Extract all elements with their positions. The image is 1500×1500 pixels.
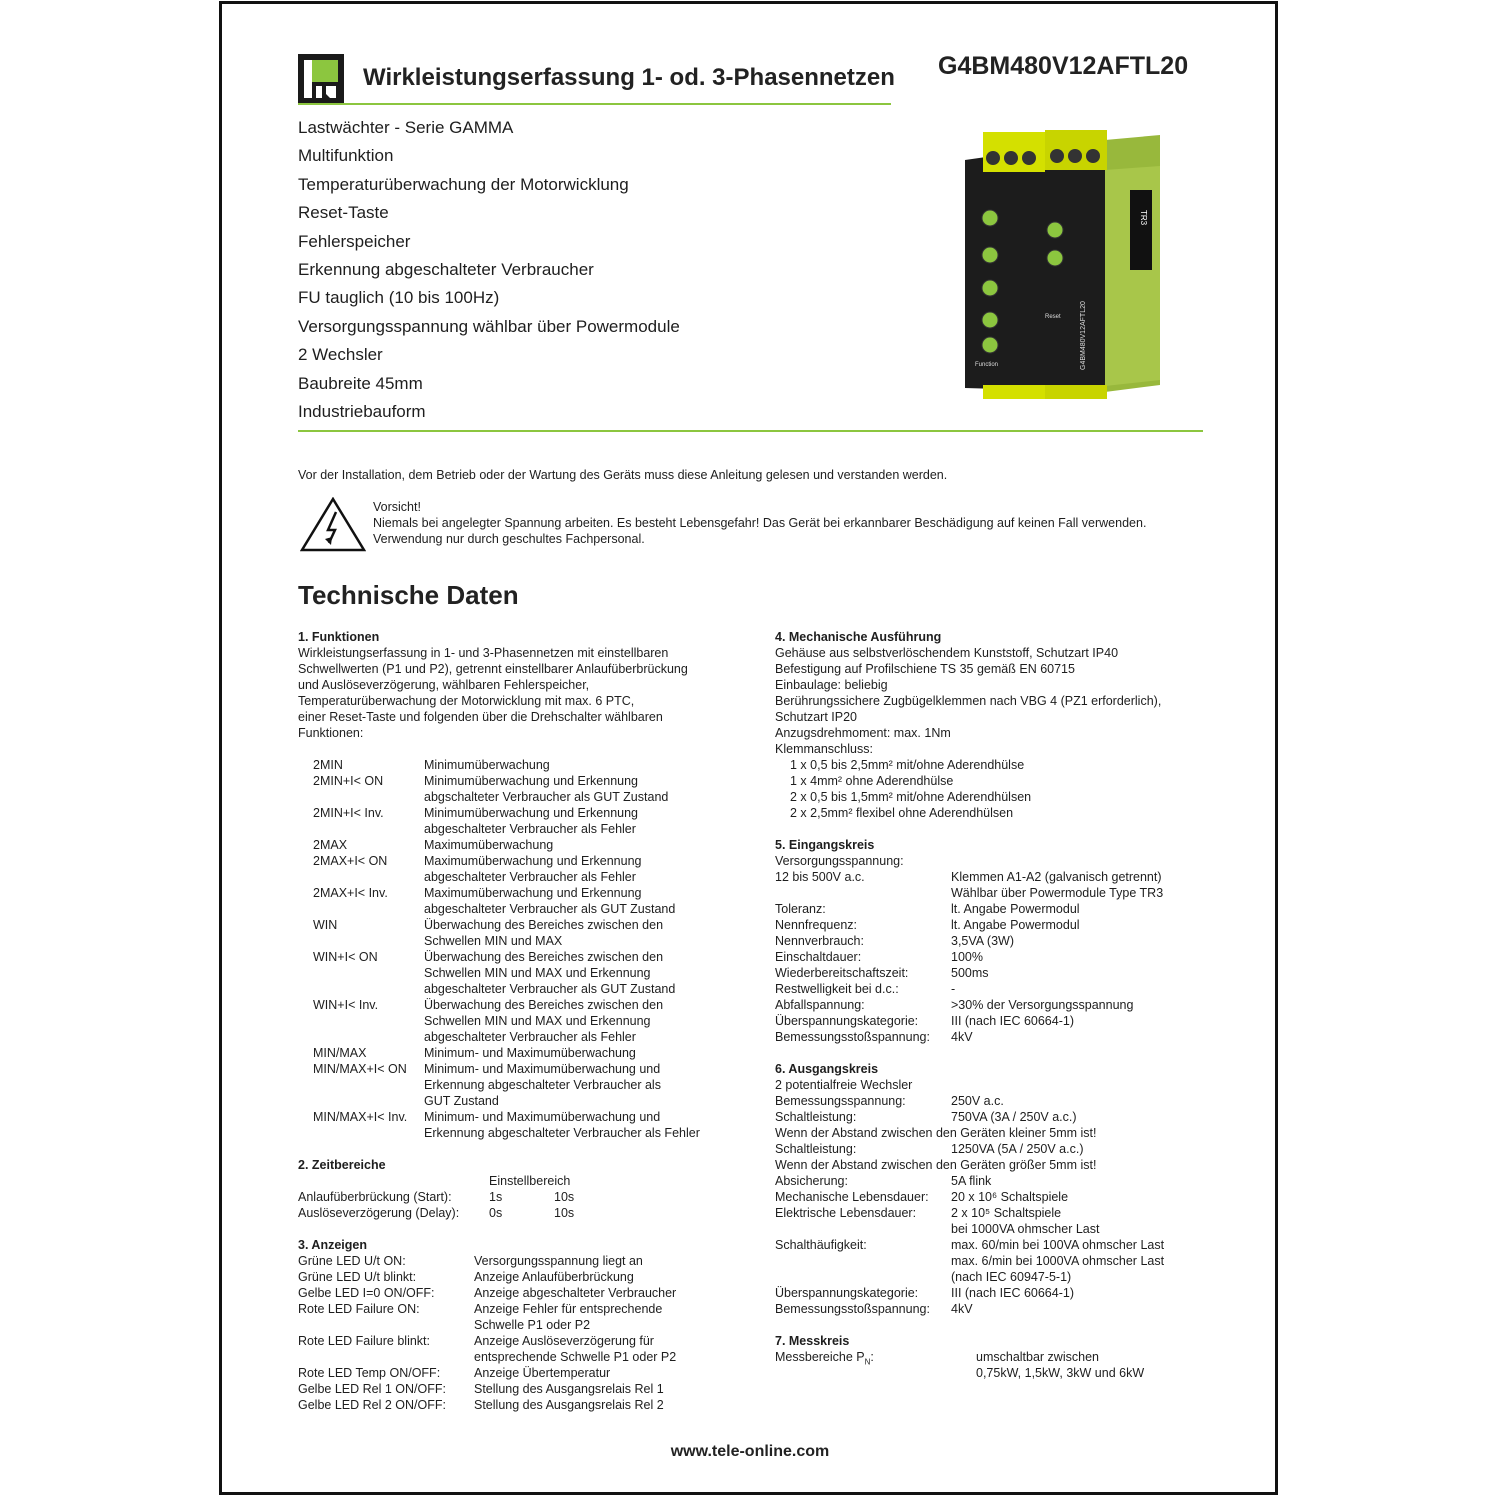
row-key: Restwelligkeit bei d.c.:	[775, 982, 899, 996]
row-value	[951, 1205, 1099, 1237]
row-value	[951, 1301, 973, 1317]
row-value	[424, 1045, 636, 1061]
row-value	[474, 1381, 664, 1397]
table-row	[775, 1205, 1205, 1237]
row-value-line: Schwellen MIN und MAX und Erkennung	[424, 1014, 651, 1028]
text-line: Wenn der Abstand zwischen den Geräten größer 5mm ist!	[775, 1158, 1097, 1172]
row-value	[951, 997, 1133, 1013]
device-reset-label: Reset	[1045, 314, 1061, 320]
section-3-title: 3. Anzeigen	[298, 1238, 367, 1252]
output-circuit-table	[775, 1173, 1205, 1317]
row-value-line: Versorgungsspannung liegt an	[474, 1254, 643, 1268]
range-header: Einstellbereich	[489, 1174, 571, 1188]
row-key: Schaltleistung:	[775, 1142, 857, 1156]
section-4-title: 4. Mechanische Ausführung	[775, 630, 942, 644]
right-column	[775, 629, 1205, 1381]
section-2-title: 2. Zeitbereiche	[298, 1158, 386, 1172]
row-value-line: bei 1000VA ohmscher Last	[951, 1222, 1100, 1236]
measure-label: Messbereiche $P_N$:	[775, 1350, 874, 1367]
row-key: Mechanische Lebensdauer:	[775, 1190, 929, 1204]
row-key: Rote LED Temp ON/OFF:	[298, 1366, 441, 1380]
row-value-line: 250V a.c.	[951, 1094, 1004, 1108]
row-key: 2MAX	[313, 838, 348, 852]
row-cell: 1s	[489, 1190, 503, 1204]
row-value-line: max. 60/min bei 100VA ohmscher Last	[951, 1238, 1165, 1252]
row-value-line: Minimumüberwachung und Erkennung	[424, 774, 639, 788]
time-range-table	[298, 1189, 748, 1221]
row-key: 2MAX+I< Inv.	[313, 886, 388, 900]
text-line: Klemmanschluss:	[775, 742, 873, 756]
section-5-title: 5. Eingangskreis	[775, 838, 875, 852]
row-value-line: Stellung des Ausgangsrelais Rel 2	[474, 1398, 664, 1412]
row-value-line: 4kV	[951, 1030, 973, 1044]
row-value-line: entsprechende Schwelle P1 oder P2	[474, 1350, 677, 1364]
table-row	[298, 1301, 748, 1333]
row-value-line: Minimumüberwachung und Erkennung	[424, 806, 639, 820]
row-value	[951, 869, 1163, 901]
text-line: Befestigung auf Profilschiene TS 35 gemäß EN 60715	[775, 662, 1075, 676]
row-key: Grüne LED U/t ON:	[298, 1254, 406, 1268]
table-row	[298, 1365, 748, 1381]
row-value	[474, 1365, 610, 1381]
feature-item: Versorgungsspannung wählbar über Powermodule	[298, 316, 680, 336]
row-value-line: Anzeige Auslöseverzögerung für	[474, 1334, 654, 1348]
row-value	[951, 917, 1080, 933]
row-key: Überspannungskategorie:	[775, 1014, 919, 1028]
row-value	[951, 965, 989, 981]
row-value-line: Maximumüberwachung und Erkennung	[424, 854, 642, 868]
row-value-line: Schwellen MIN und MAX	[424, 934, 563, 948]
row-value-line: max. 6/min bei 1000VA ohmscher Last	[951, 1254, 1165, 1268]
row-key: 2MIN	[313, 758, 343, 772]
row-key: Bemessungsspannung:	[775, 1094, 906, 1108]
row-key: MIN/MAX+I< ON	[313, 1062, 407, 1076]
row-key: 12 bis 500V a.c.	[775, 870, 865, 884]
table-row	[775, 1109, 1205, 1125]
text-line: Anzugsdrehmoment: max. 1Nm	[775, 726, 951, 740]
row-key: Rote LED Failure blinkt:	[298, 1334, 431, 1348]
text-line: 1 x 4mm² ohne Aderendhülse	[790, 774, 954, 788]
table-row	[298, 1045, 748, 1061]
section-divider	[298, 430, 1203, 432]
row-value-line: abgeschalteter Verbraucher als Fehler	[424, 1030, 636, 1044]
section-heading: Technische Daten	[298, 580, 519, 610]
footer-url[interactable]: www.tele-online.com	[670, 1443, 830, 1460]
table-row	[775, 981, 1205, 997]
text-line: 1 x 0,5 bis 2,5mm² mit/ohne Aderendhülse	[790, 758, 1025, 772]
row-key: WIN+I< ON	[313, 950, 378, 964]
row-value	[424, 773, 668, 805]
row-value-line: Erkennung abgeschalteter Verbraucher als	[424, 1078, 661, 1092]
row-key: Rote LED Failure ON:	[298, 1302, 420, 1316]
table-row	[298, 1269, 748, 1285]
row-value-line: Anzeige Anlaufüberbrückung	[474, 1270, 634, 1284]
row-value	[424, 1061, 661, 1109]
row-value-line: GUT Zustand	[424, 1094, 499, 1108]
table-row	[775, 1285, 1205, 1301]
table-row	[775, 1093, 1205, 1109]
row-value-line: Klemmen A1-A2 (galvanisch getrennt)	[951, 870, 1162, 884]
tele-logo-icon	[298, 54, 344, 104]
left-column	[298, 629, 748, 1413]
row-cell: Anlaufüberbrückung (Start):	[298, 1190, 452, 1204]
row-value	[474, 1253, 643, 1269]
row-cell: 10s	[554, 1206, 575, 1220]
warning-line: Verwendung nur durch geschultes Fachpersonal.	[373, 532, 645, 546]
row-cell: 0s	[489, 1206, 503, 1220]
row-value-line: lt. Angabe Powermodul	[951, 902, 1080, 916]
intro-text: Vor der Installation, dem Betrieb oder der Wartung des Geräts muss diese Anleitung gelesen und verstanden werden.	[298, 468, 948, 482]
row-value-line: 100%	[951, 950, 983, 964]
feature-item: Temperaturüberwachung der Motorwicklung	[298, 174, 629, 194]
row-value-line: abgeschalteter Verbraucher als Fehler	[424, 870, 636, 884]
row-key: Absicherung:	[775, 1174, 848, 1188]
row-value	[474, 1285, 676, 1301]
row-key: Nennfrequenz:	[775, 918, 858, 932]
row-key: 2MIN+I< Inv.	[313, 806, 384, 820]
row-key: WIN	[313, 918, 338, 932]
row-value-line: Minimum- und Maximumüberwachung und	[424, 1110, 661, 1124]
device-function-label: Function	[975, 362, 999, 368]
row-value-line: Minimum- und Maximumüberwachung und	[424, 1062, 661, 1076]
text-line: Funktionen:	[298, 726, 364, 740]
row-key: Schalthäufigkeit:	[775, 1238, 867, 1252]
text-line: 2 x 0,5 bis 1,5mm² mit/ohne Aderendhülsen	[790, 790, 1032, 804]
text-line: Wirkleistungserfassung in 1- und 3-Phasennetzen mit einstellbaren	[298, 646, 669, 660]
feature-item: FU tauglich (10 bis 100Hz)	[298, 288, 500, 308]
measure-value: umschaltbar zwischen 0,75kW, 1,5kW, 3kW und 6kW	[976, 1350, 1145, 1380]
row-value	[474, 1333, 676, 1365]
row-value	[951, 1093, 1004, 1109]
table-row	[298, 949, 748, 997]
table-row	[775, 997, 1205, 1013]
table-row	[298, 1061, 748, 1109]
function-list	[298, 757, 748, 1141]
row-value	[474, 1269, 634, 1285]
input-circuit-table	[775, 869, 1205, 1045]
row-key: Nennverbrauch:	[775, 934, 864, 948]
table-row	[775, 933, 1205, 949]
text-line: und Auslöseverzögerung, wählbaren Fehlerspeicher,	[298, 678, 590, 692]
row-value	[951, 949, 983, 965]
row-value-line: Maximumüberwachung und Erkennung	[424, 886, 642, 900]
row-key: Elektrische Lebensdauer:	[775, 1206, 917, 1220]
row-value-line: 5A flink	[951, 1174, 992, 1188]
row-value-line: Schwelle P1 oder P2	[474, 1318, 591, 1332]
row-value-line: Stellung des Ausgangsrelais Rel 1	[474, 1382, 664, 1396]
row-value	[424, 837, 553, 853]
page-title: Wirkleistungserfassung 1- od. 3-Phasennetzen	[363, 64, 895, 91]
row-cell: 10s	[554, 1190, 575, 1204]
row-value-line: Maximumüberwachung	[424, 838, 554, 852]
row-value-line: Überwachung des Bereiches zwischen den	[424, 918, 664, 932]
text-line: einer Reset-Taste und folgenden über die Drehschalter wählbaren	[298, 710, 663, 724]
warning-line: Niemals bei angelegter Spannung arbeiten. Es besteht Lebensgefahr! Das Gerät bei erkannbarer Beschädigung auf keinen Fall verwenden.	[373, 516, 1147, 530]
row-value-line: 4kV	[951, 1302, 973, 1316]
row-value-line: Wählbar über Powermodule Type TR3	[951, 886, 1164, 900]
text-line: 2 x 2,5mm² flexibel ohne Aderendhülsen	[790, 806, 1014, 820]
device-product-image	[955, 130, 1165, 405]
row-value	[951, 1141, 1084, 1157]
row-key: Bemessungsstoßspannung:	[775, 1302, 930, 1316]
table-row	[775, 901, 1205, 917]
row-key: Abfallspannung:	[775, 998, 865, 1012]
table-row	[298, 1333, 748, 1365]
text-line: Temperaturüberwachung der Motorwicklung mit max. 6 PTC,	[298, 694, 635, 708]
row-cell: Auslöseverzögerung (Delay):	[298, 1206, 460, 1220]
title-underline	[298, 103, 891, 105]
table-row	[775, 949, 1205, 965]
model-number: G4BM480V12AFTL20	[938, 52, 1189, 80]
row-value-line: Überwachung des Bereiches zwischen den	[424, 998, 664, 1012]
table-row	[775, 1029, 1205, 1045]
table-row	[775, 1013, 1205, 1029]
row-value-line: 2 x 10⁵ Schaltspiele	[951, 1206, 1062, 1220]
table-row	[775, 869, 1205, 901]
row-value-line: abgeschalteter Verbraucher als GUT Zustand	[424, 902, 676, 916]
row-value-line: abgeschalteter Verbraucher als GUT Zustand	[424, 982, 676, 996]
row-value	[424, 853, 642, 885]
row-value	[951, 1109, 1077, 1125]
row-value	[424, 949, 675, 997]
led-table	[298, 1253, 748, 1413]
row-value	[424, 917, 663, 949]
row-key: WIN+I< Inv.	[313, 998, 379, 1012]
device-brand: TR3	[1139, 210, 1148, 226]
row-value-line: III (nach IEC 60664-1)	[951, 1014, 1074, 1028]
row-value-line: 750VA (3A / 250V a.c.)	[951, 1110, 1077, 1124]
text-line: Einbaulage: beliebig	[775, 678, 888, 692]
row-value	[951, 981, 955, 997]
row-value-line: lt. Angabe Powermodul	[951, 918, 1080, 932]
section-7-title: 7. Messkreis	[775, 1334, 850, 1348]
row-value	[424, 885, 675, 917]
row-key: Einschaltdauer:	[775, 950, 862, 964]
table-row	[775, 1141, 1205, 1157]
section-1-title: 1. Funktionen	[298, 630, 380, 644]
device-model-label: G4BM480V12AFTL20	[1080, 301, 1087, 370]
row-key: Gelbe LED Rel 1 ON/OFF:	[298, 1382, 446, 1396]
table-row	[298, 997, 748, 1045]
output-circuit-table	[775, 1093, 1205, 1125]
text-line: Schwellwerten (P1 und P2), getrennt einstellbarer Anlaufüberbrückung	[298, 662, 688, 676]
row-key: 2MIN+I< ON	[313, 774, 384, 788]
feature-item: Fehlerspeicher	[298, 231, 411, 251]
table-row	[298, 1381, 748, 1397]
row-value	[951, 1013, 1074, 1029]
row-value-line: Minimum- und Maximumüberwachung	[424, 1046, 636, 1060]
row-key: MIN/MAX	[313, 1046, 367, 1060]
row-value-line: Überwachung des Bereiches zwischen den	[424, 950, 664, 964]
row-value-line: 3,5VA (3W)	[951, 934, 1014, 948]
row-value	[424, 1109, 700, 1141]
row-value-line: abgeschalteter Verbraucher als Fehler	[424, 822, 636, 836]
feature-list	[298, 116, 680, 428]
row-value	[951, 1029, 973, 1045]
table-row	[298, 837, 748, 853]
output-circuit-table	[775, 1141, 1205, 1157]
row-value	[951, 1285, 1074, 1301]
row-value-line: -	[951, 982, 956, 996]
row-value-line: Anzeige Übertemperatur	[474, 1366, 611, 1380]
row-value-line: 20 x 10⁶ Schaltspiele	[951, 1190, 1069, 1204]
table-row	[298, 885, 748, 917]
text-line: Wenn der Abstand zwischen den Geräten kleiner 5mm ist!	[775, 1126, 1097, 1140]
table-row	[298, 1397, 748, 1413]
row-value-line: (nach IEC 60947-5-1)	[951, 1270, 1072, 1284]
table-row	[298, 773, 748, 805]
table-row	[298, 1285, 748, 1301]
row-value-line: abgschalteter Verbraucher als GUT Zustand	[424, 790, 669, 804]
row-value-line: Anzeige Fehler für entsprechende	[474, 1302, 663, 1316]
row-key: Gelbe LED I=0 ON/OFF:	[298, 1286, 435, 1300]
text-line: Schutzart IP20	[775, 710, 857, 724]
row-value-line: 500ms	[951, 966, 989, 980]
row-key: MIN/MAX+I< Inv.	[313, 1110, 408, 1124]
warning-block	[373, 499, 1146, 547]
row-key: Grüne LED U/t blinkt:	[298, 1270, 417, 1284]
row-value-line: Minimumüberwachung	[424, 758, 550, 772]
row-value	[951, 933, 1014, 949]
row-value	[424, 805, 638, 837]
feature-item: Erkennung abgeschalteter Verbraucher	[298, 259, 594, 279]
row-value	[474, 1397, 664, 1413]
feature-item: Lastwächter - Serie GAMMA	[298, 118, 514, 137]
table-row	[775, 917, 1205, 933]
text-line: Berührungssichere Zugbügelklemmen nach VBG 4 (PZ1 erforderlich),	[775, 694, 1162, 708]
row-value	[424, 997, 663, 1045]
row-value-line: Erkennung abgeschalteter Verbraucher als Fehler	[424, 1126, 700, 1140]
row-key: Wiederbereitschaftszeit:	[775, 966, 909, 980]
feature-item: Industriebauform	[298, 401, 426, 421]
row-key: Gelbe LED Rel 2 ON/OFF:	[298, 1398, 446, 1412]
table-row	[298, 853, 748, 885]
row-key: 2MAX+I< ON	[313, 854, 388, 868]
table-row	[775, 1237, 1205, 1285]
row-key: Toleranz:	[775, 902, 826, 916]
table-row	[775, 1173, 1205, 1189]
text-line: Versorgungsspannung:	[775, 854, 904, 868]
row-value	[474, 1301, 662, 1333]
feature-item: Baubreite 45mm	[298, 373, 423, 393]
row-value	[951, 1173, 991, 1189]
row-value-line: 1250VA (5A / 250V a.c.)	[951, 1142, 1084, 1156]
feature-item: Multifunktion	[298, 146, 394, 166]
row-value-line: >30% der Versorgungsspannung	[951, 998, 1134, 1012]
table-row	[298, 1205, 748, 1221]
table-row	[298, 1109, 748, 1141]
table-row	[298, 1189, 748, 1205]
row-value-line: III (nach IEC 60664-1)	[951, 1286, 1074, 1300]
row-value	[951, 901, 1080, 917]
text-line: 2 potentialfreie Wechsler	[775, 1078, 913, 1092]
text-line: Gehäuse aus selbstverlöschendem Kunststoff, Schutzart IP40	[775, 646, 1119, 660]
feature-item: Reset-Taste	[298, 203, 389, 223]
row-value	[951, 1237, 1164, 1285]
feature-item: 2 Wechsler	[298, 345, 383, 365]
row-key: Schaltleistung:	[775, 1110, 857, 1124]
high-voltage-warning-icon	[300, 497, 366, 552]
row-key: Bemessungsstoßspannung:	[775, 1030, 930, 1044]
row-value	[951, 1189, 1068, 1205]
table-row	[775, 1301, 1205, 1317]
table-row	[775, 965, 1205, 981]
table-row	[298, 757, 748, 773]
row-key: Überspannungskategorie:	[775, 1286, 919, 1300]
table-row	[298, 917, 748, 949]
section-6-title: 6. Ausgangskreis	[775, 1062, 879, 1076]
row-value-line: Anzeige abgeschalteter Verbraucher	[474, 1286, 677, 1300]
row-value	[424, 757, 550, 773]
table-row	[298, 1253, 748, 1269]
table-row	[775, 1189, 1205, 1205]
warning-title: Vorsicht!	[373, 500, 421, 514]
table-row	[298, 805, 748, 837]
row-value-line: Schwellen MIN und MAX und Erkennung	[424, 966, 651, 980]
